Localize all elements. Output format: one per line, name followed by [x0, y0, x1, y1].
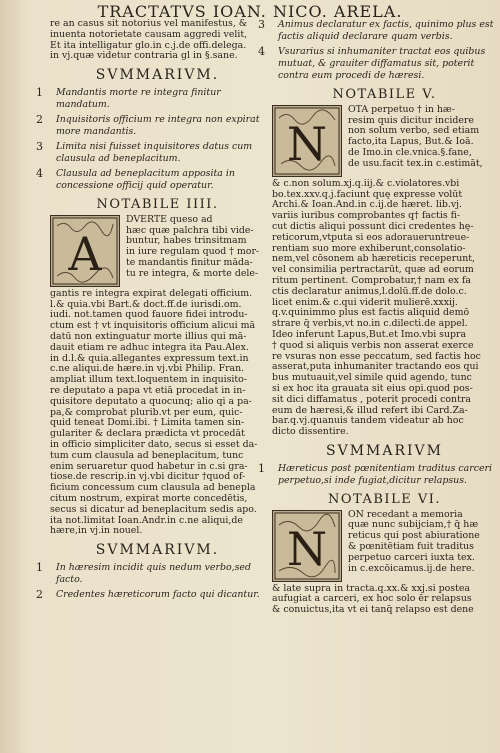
item-number: 2: [36, 112, 43, 126]
text-line: re deputato a papa vt etiā procedat in in-: [50, 385, 246, 396]
item-number: 1: [258, 461, 265, 475]
initial-letter: N: [286, 521, 328, 576]
text-line: c.ne aliqui.de hære.in vj.vbi Philip. Fran.: [50, 364, 245, 375]
item-text: In hæresim incidit quis nedum verbo,sed facto.: [56, 561, 251, 585]
text-line: bus mutuauit,vel simile quid agendo, tunc: [272, 373, 472, 384]
summary-heading: SVMMARIVM: [326, 442, 443, 459]
text-line: DVERTE queso ad: [126, 214, 213, 225]
text-line: bar.q.vj.quanuis tandem videatur ab hoc: [272, 416, 464, 427]
text-line: Et ita intelligatur glo.in c.j.de offi.delega.: [50, 40, 247, 51]
item-text: Credentes hæreticorum facto qui dicantur.: [56, 588, 260, 600]
text-line: nem,vel cōsonem ab hæreticis receperunt,: [272, 254, 476, 265]
text-line: ritum pertinent. Comprobatur,† nam ex fa: [272, 275, 472, 286]
notabile-heading: NOTABILE VI.: [328, 491, 441, 507]
text-line: hæc quæ palchra tibi vide-: [126, 225, 254, 236]
item-text: Vsurarius si inhumaniter tractat eos quibus mutuat, & grauiter diffamatus sit, poterit contra eum procedi de hæresi.: [278, 46, 486, 81]
text-line: re an casus sit notorius vel manifestus, &: [50, 19, 248, 29]
item-text: Clausula ad beneplacitum apposita in concessione officij quid operatur.: [56, 167, 235, 191]
summary-item: [36, 560, 265, 586]
text-line: facto,ita Lapus, But.& Ioā.: [348, 137, 474, 148]
text-line: in c.excōicamus.ij.de here.: [348, 563, 475, 574]
text-line: vel consimilia pertractarūt, quæ ad eorum: [272, 265, 474, 276]
notabile-heading: NOTABILE V.: [332, 87, 437, 102]
text-line: OTA perpetuo † in hæ-: [348, 104, 455, 115]
initial-letter: A: [68, 226, 102, 281]
text-line: strare q̄ verbis,vt no.in c.dilecti.de appel.: [272, 319, 468, 330]
text-line: in d.l.& quia.allegantes expressum text.in: [50, 353, 249, 364]
initial-ornament-icon: [273, 106, 341, 176]
text-line: & late supra in tracta.q.xx.& xxj.si postea: [272, 583, 471, 594]
text-line: citum nostrum, expirat morte concedētis,: [50, 493, 248, 504]
summary-item: [36, 112, 265, 138]
text-line: hære,in vj.in nouel.: [50, 526, 143, 537]
text-line: quisitore deputato a quocunq; alio qi a pa-: [50, 396, 252, 407]
item-number: 1: [36, 85, 43, 99]
text-line: ampliat illum text.loquentem in inquisito-: [50, 375, 247, 386]
text-line: gantis re integra expirat delegati officium.: [50, 288, 253, 299]
text-line: asserat,puta inhumaniter tractando eos qui: [272, 362, 479, 373]
text-line: secus si dicatur ad beneplacitum sedis apo.: [50, 504, 257, 515]
item-number: 3: [258, 18, 265, 31]
text-line: datū non extinguatur morte illius qui mā-: [50, 331, 247, 342]
text-line: re vsuras non esse peccatum, sed factis hoc: [272, 351, 481, 362]
text-line: resim quis dicitur incidere: [348, 115, 474, 126]
notabile-body: [272, 105, 497, 438]
summary-item: [258, 461, 497, 487]
text-line: te mandantis finitur māda-: [126, 257, 253, 268]
right-column: [258, 18, 497, 616]
decorated-initial: [272, 105, 342, 177]
text-line: pa,& comprobat plurib.vt per eum, quic-: [50, 407, 243, 418]
left-top-lines: [50, 19, 265, 62]
summary-item: [36, 166, 265, 192]
text-line: enim seruaretur quod habetur in c.si gra-: [50, 461, 248, 472]
left-column: [36, 19, 265, 604]
text-line: eum de hæresi,& illud refert ibi Card.Za-: [272, 405, 468, 416]
text-line: Archi.& Ioan.And.in c.ij.de hæret. lib.vj.: [272, 200, 463, 211]
text-line: & c.non solum.xj.q.iij.& c.violatores.vbi: [272, 178, 460, 189]
text-line: licet enim.& c.qui viderit mulierē.xxxij.: [272, 297, 458, 308]
text-line: rentiam suo more exhiberunt,consolatio-: [272, 243, 466, 254]
summary-item: [36, 85, 265, 111]
text-line: l.& quia.vbi Bart.& doct.ff.de iurisdi.om.: [50, 299, 242, 310]
text-line: ficium concessum cum clausula ad benepla: [50, 483, 256, 494]
item-text: Inquisitoris officium re integra non expirat more mandantis.: [56, 113, 260, 137]
summary-heading: SVMMARIVM.: [95, 542, 220, 559]
text-line: tum cum clausula ad beneplacitum, tunc: [50, 450, 244, 461]
text-line: perpetuo carceri iuxta tex.: [348, 552, 475, 563]
summary-heading: SVMMARIVM.: [95, 67, 220, 84]
text-line: non solum verbo, sed etiam: [348, 126, 480, 137]
text-line: & conuictus,ita vt ei tanq̄ relapso est dene: [272, 605, 474, 616]
summary-item: [258, 45, 497, 82]
text-line: q.v.quinimmo plus est factis aliquid demō: [272, 308, 470, 319]
text-line: in iure regulam quod † mor-: [126, 247, 260, 258]
item-text: Animus declaratur ex factis, quinimo plus est factis aliquid declarare quam verbis.: [278, 19, 494, 42]
text-line: ctis declaratur animus,l.dolū.ff.de dolo.c.: [272, 286, 467, 297]
item-number: 1: [36, 560, 43, 574]
text-line: bo.tex.xxv.q.j.faciunt quę expresse volūt: [272, 189, 463, 200]
text-line: dicto dissentire.: [272, 427, 349, 438]
initial-ornament-icon: [51, 216, 119, 286]
text-line: tiose.de rescrip.in vj.vbi dicitur †quod of-: [50, 472, 246, 483]
decorated-initial: [272, 510, 342, 582]
initial-ornament-icon: [273, 511, 341, 581]
initial-letter: N: [286, 116, 328, 171]
summary-item: [36, 139, 265, 165]
summary-item: [36, 587, 265, 601]
text-line: tu re integra, & morte dele-: [126, 268, 259, 279]
text-line: quæ nunc subijciam,† q̄ hæ: [348, 520, 479, 531]
text-line: dauit etiam re adhuc integra ita Pau.Alex.: [50, 342, 249, 353]
text-line: & pœnitētiam fuit traditus: [348, 541, 474, 552]
item-text: Hæreticus post pœnitentiam traditus carceri perpetuo,si inde fugiat,dicitur relapsus.: [278, 462, 492, 486]
text-line: in officio simpliciter dato, secus si esset da-: [50, 439, 258, 450]
text-line: de Imo.in cle.vnica.§.fane,: [348, 147, 472, 158]
notabile-body: [50, 215, 265, 537]
text-line: ON recedant a memoria: [348, 509, 463, 520]
decorated-initial: [50, 215, 120, 287]
item-number: 2: [36, 587, 43, 601]
text-line: iudi. not.tamen quod fauore fidei introdu-: [50, 310, 248, 321]
text-line: aufugiat a carceri, ex hoc solo ēr relapsus: [272, 594, 472, 605]
running-title: TRACTATVS IOAN. NICO. ARELA.: [97, 2, 403, 21]
text-line: ita not.limitat Ioan.Andr.in c.ne aliqui,de: [50, 515, 243, 526]
item-number: 4: [258, 45, 265, 58]
text-line: sit dici diffamatus , poterit procedi contra: [272, 394, 471, 405]
notabile-heading: NOTABILE IIII.: [96, 196, 219, 212]
text-line: in vj.quæ videtur contraria gl in §.sane.: [50, 51, 238, 62]
text-line: variis iuribus comprobantes q† factis fi-: [272, 211, 461, 222]
text-line: buntur, habes trinsitmam: [126, 236, 247, 247]
notabile-body: [272, 510, 497, 616]
item-text: Limita nisi fuisset inquisitores datus cum clausula ad beneplacitum.: [56, 140, 253, 164]
text-line: † quod si aliquis verbis non asserat exerce: [272, 340, 474, 351]
text-line: de usu.facit tex.in c.estimāt,: [348, 158, 483, 169]
text-line: ctum est † vt inquisitoris officium alicui mā: [50, 321, 256, 332]
item-number: 4: [36, 166, 43, 180]
text-line: cut dictis aliqui possunt dici credentes hę-: [272, 221, 474, 232]
text-line: reticus qui post abiuratione: [348, 531, 480, 542]
text-line: reticorum,vtputa si eos adoraueruntreue-: [272, 232, 470, 243]
text-line: inuenta notorietate causam aggredi velit,: [50, 29, 248, 40]
text-line: quid teneat Domi.ibi. † Limita tamen sin-: [50, 418, 245, 429]
item-number: 3: [36, 139, 43, 153]
summary-item: [258, 18, 497, 43]
item-text: Mandantis morte re integra finitur mandatum.: [56, 86, 221, 110]
text-line: gulariter & declara prædicta vt procedāt: [50, 429, 245, 440]
text-line: si ex hoc ita grauata sit eius opi.quod pos-: [272, 383, 473, 394]
text-line: Ideo inferunt Lapus,But.et Imo.vbi supra: [272, 329, 467, 340]
